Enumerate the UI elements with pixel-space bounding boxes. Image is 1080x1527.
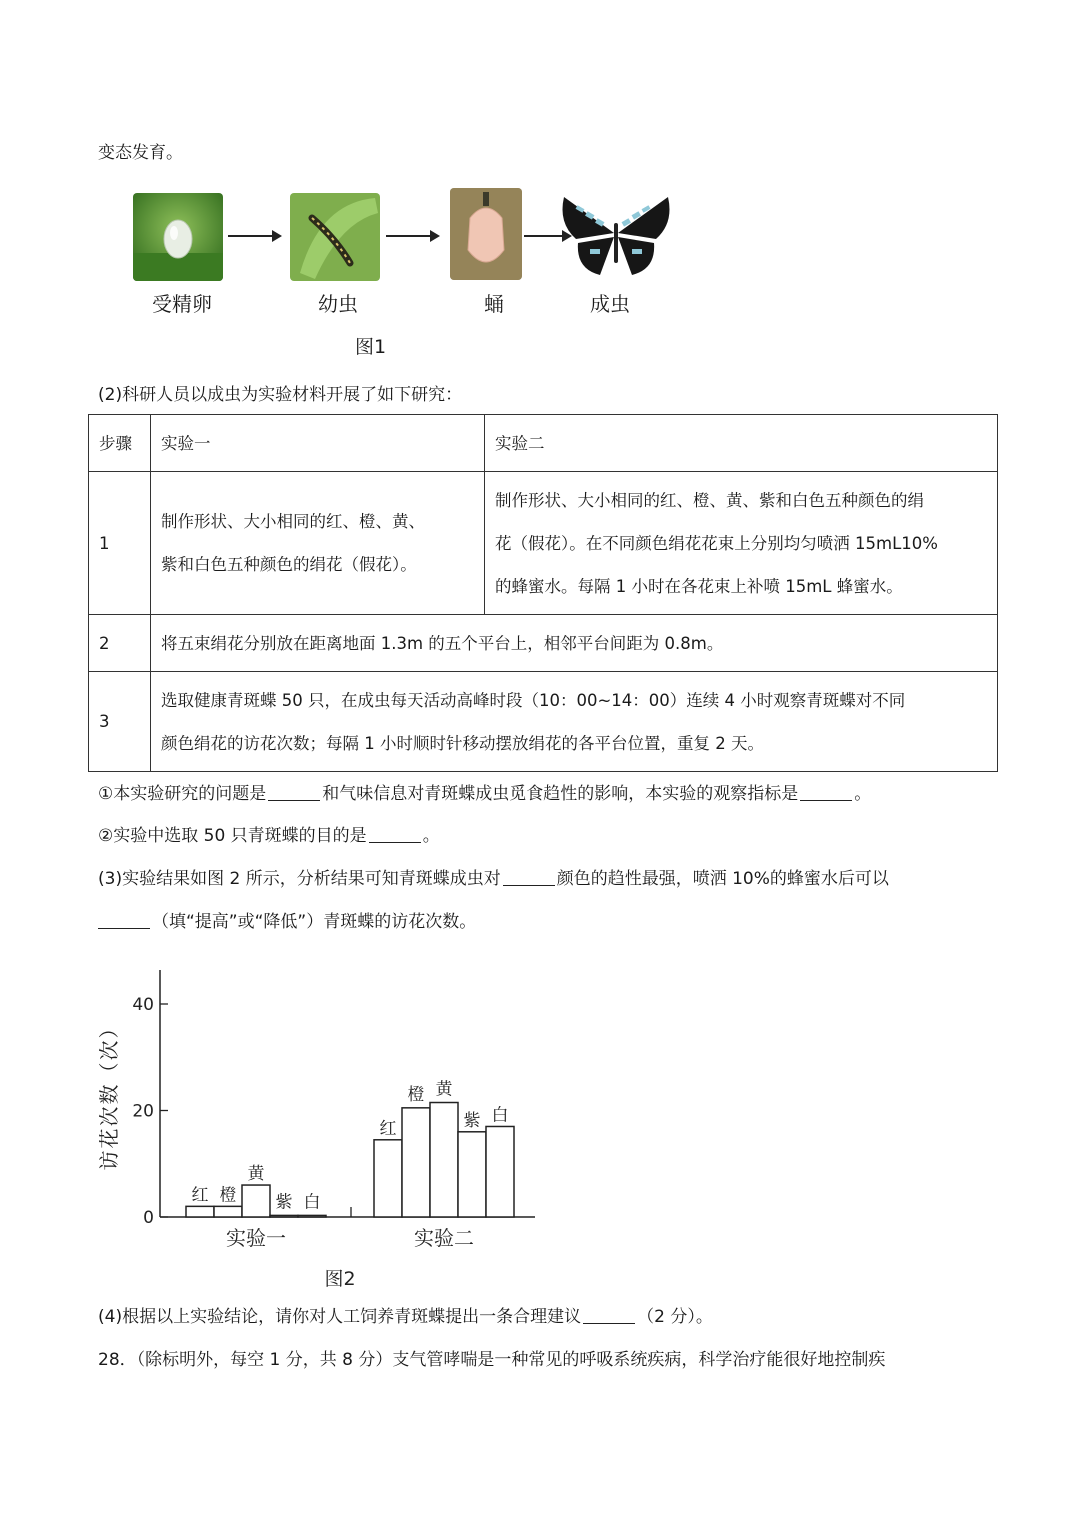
figure-2-caption: 图2	[324, 1268, 356, 1290]
step-number: 1	[89, 472, 151, 615]
arrow-icon	[228, 235, 280, 237]
cell-line: 紫和白色五种颜色的绢花（假花）。	[161, 555, 417, 574]
answer-blank	[583, 1305, 635, 1324]
q2-intro: (2)科研人员以成虫为实验材料开展了如下研究：	[98, 385, 463, 405]
answer-blank	[268, 782, 320, 801]
larva-image	[290, 193, 380, 281]
stage-label-adult: 成虫	[590, 292, 630, 316]
exp1-cell	[151, 472, 485, 615]
bar-category-label: 白	[303, 1192, 321, 1213]
stage-label-egg: 受精卵	[152, 292, 212, 316]
stage-label-pupa: 蛹	[484, 292, 504, 316]
group-label: 实验二	[414, 1226, 474, 1250]
bar	[298, 1215, 326, 1217]
bar	[430, 1103, 458, 1217]
cell-line: 花（假花）。在不同颜色绢花花束上分别均匀喷洒 15mL10%	[495, 533, 938, 553]
question-2: ②实验中选取 50 只青斑蝶的目的是 。	[98, 826, 440, 846]
y-tick-label: 20	[132, 1101, 154, 1122]
group-label: 实验一	[226, 1226, 286, 1250]
experiment-table	[88, 414, 998, 772]
stage-label-larva: 幼虫	[318, 292, 358, 316]
answer-blank	[369, 824, 421, 843]
bar-category-label: 紫	[463, 1110, 481, 1131]
figure-1	[0, 0, 1080, 370]
question-4: (4)根据以上实验结论，请你对人工饲养青斑蝶提出一条合理建议 （2 分）。	[98, 1307, 713, 1327]
header-exp2: 实验二	[485, 415, 998, 472]
question-3-line-1: (3)实验结果如图 2 所示，分析结果可知青斑蝶成虫对 颜色的趋性最强，喷洒 10%的蜂蜜水后可以	[98, 869, 889, 889]
step-number: 2	[89, 615, 151, 672]
cell-line: 制作形状、大小相同的红、橙、黄、紫和白色五种颜色的绢	[495, 490, 924, 510]
table-row	[89, 472, 998, 615]
bar	[486, 1126, 514, 1217]
answer-blank	[503, 867, 555, 886]
table-row	[89, 615, 998, 672]
y-axis-label: 访花次数（次）	[97, 1016, 121, 1171]
question-1: ①本实验研究的问题是 和气味信息对青斑蝶成虫觅食趋性的影响，本实验的观察指标是 。	[98, 784, 872, 804]
pupa-image	[450, 188, 522, 280]
answer-blank	[800, 782, 852, 801]
bar	[186, 1206, 214, 1217]
figure-1-caption: 图1	[355, 336, 387, 358]
bar-category-label: 橙	[219, 1185, 237, 1206]
question-28: 28．（除标明外，每空 1 分，共 8 分）支气管哮喘是一种常见的呼吸系统疾病，科学治疗能很好地控制疾	[98, 1350, 886, 1370]
table-row	[89, 672, 998, 772]
exp2-cell	[485, 472, 998, 615]
cell-line: 颜色绢花的访花次数；每隔 1 小时顺时针移动摆放绢花的各平台位置，重复 2 天。	[161, 733, 764, 753]
egg-image	[133, 193, 223, 281]
y-tick-label: 0	[143, 1208, 154, 1228]
butterfly-image	[556, 193, 676, 279]
figure-2-chart	[90, 960, 570, 1295]
header-step: 步骤	[89, 415, 151, 472]
bar	[242, 1185, 270, 1217]
intro-text: 变态发育。	[98, 143, 183, 163]
bar-category-label: 橙	[407, 1084, 425, 1105]
bar-category-label: 白	[491, 1105, 509, 1126]
bar-category-label: 红	[191, 1185, 209, 1206]
answer-blank	[98, 910, 150, 929]
header-exp1: 实验一	[151, 415, 485, 472]
cell-line: 选取健康青斑蝶 50 只，在成虫每天活动高峰时段（10：00~14：00）连续 4 小时观察青斑蝶对不同	[161, 690, 906, 710]
cell-line: 制作形状、大小相同的红、橙、黄、	[161, 512, 425, 531]
bar-category-label: 黄	[247, 1164, 265, 1185]
table-header-row	[89, 415, 998, 472]
bar	[270, 1215, 298, 1217]
bar	[402, 1108, 430, 1217]
y-tick-label: 40	[132, 995, 154, 1015]
arrow-icon	[386, 235, 438, 237]
row2-cell: 将五束绢花分别放在距离地面 1.3m 的五个平台上，相邻平台间距为 0.8m。	[151, 615, 998, 672]
question-3-line-2: （填“提高”或“降低”）青斑蝶的访花次数。	[98, 909, 476, 935]
bar	[458, 1132, 486, 1217]
bar-category-label: 紫	[275, 1192, 293, 1213]
bar	[374, 1140, 402, 1217]
bar	[214, 1206, 242, 1217]
bar-category-label: 黄	[435, 1079, 453, 1100]
row3-cell	[151, 672, 998, 772]
step-number: 3	[89, 672, 151, 772]
bar-category-label: 红	[379, 1118, 397, 1139]
cell-line: 的蜂蜜水。每隔 1 小时在各花束上补喷 15mL 蜂蜜水。	[495, 576, 903, 596]
